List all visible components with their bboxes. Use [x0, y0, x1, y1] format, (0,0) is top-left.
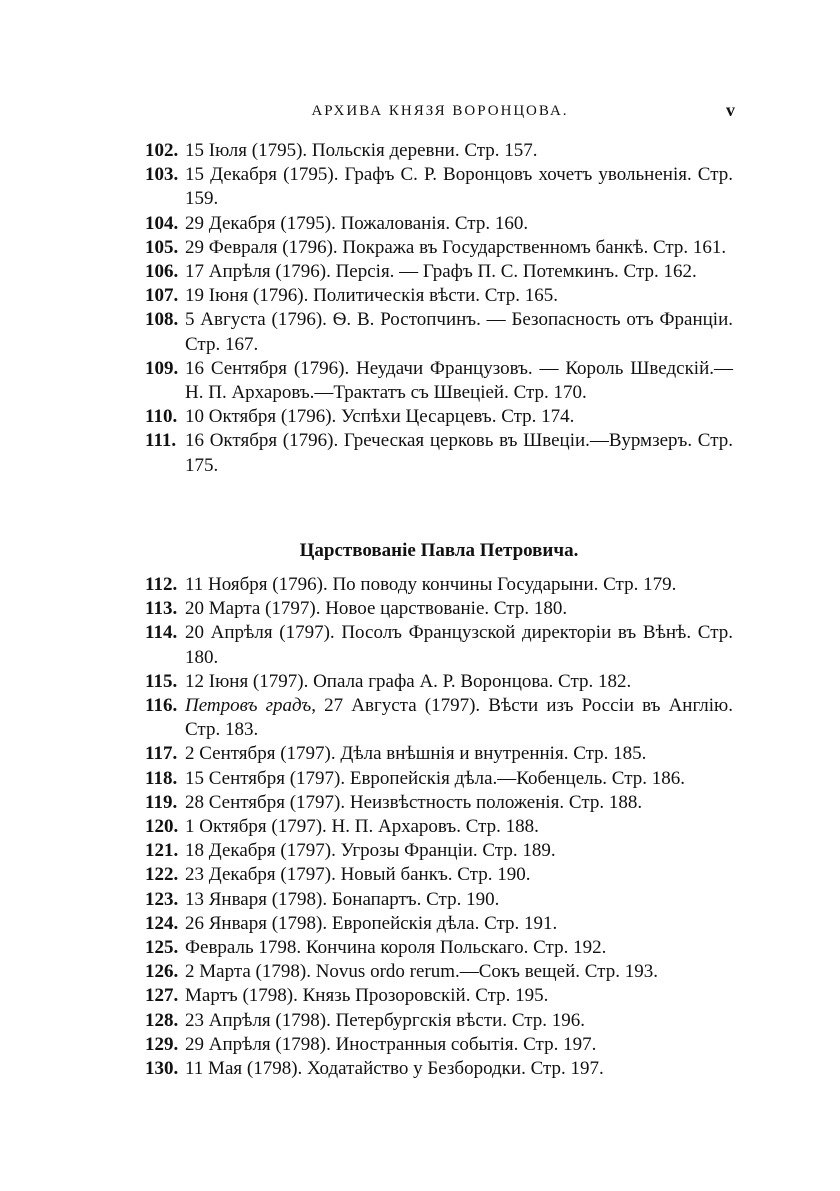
entry-number: 122.	[145, 864, 179, 886]
entry-number: 120.	[145, 816, 179, 838]
entry-number: 123.	[145, 888, 179, 910]
entry-number: 107.	[145, 285, 179, 307]
entry-text: 23 Декабря (1797). Новый банкъ. Стр. 190.	[185, 864, 531, 886]
entry-text: 18 Декабря (1797). Угрозы Франціи. Стр. 189.	[185, 840, 556, 862]
contents-entry	[145, 767, 733, 791]
contents-entry	[145, 912, 733, 936]
contents-entry	[145, 936, 733, 960]
entry-place: Петровъ градъ	[185, 695, 312, 717]
entry-text: 2 Сентября (1797). Дѣла внѣшнія и внутреннія. Стр. 185.	[185, 743, 647, 765]
entry-number: 102.	[145, 140, 179, 161]
entry-text: 15 Іюля (1795). Польскія деревни. Стр. 157.	[185, 140, 538, 161]
contents-entry	[145, 839, 733, 863]
entry-number: 106.	[145, 261, 179, 283]
contents-list-part1	[145, 139, 733, 478]
entry-text: 13 Января (1798). Бонапартъ. Стр. 190.	[185, 888, 500, 910]
entry-text: 5 Августа (1796). Ѳ. В. Ростопчинъ. — Безопасность отъ Франціи. Стр. 167.	[185, 309, 733, 355]
entry-number: 130.	[145, 1058, 179, 1080]
entry-number: 112.	[145, 574, 178, 595]
entry-text: 1 Октября (1797). Н. П. Архаровъ. Стр. 188.	[185, 816, 539, 838]
entry-number: 129.	[145, 1033, 179, 1055]
entry-text: Февраль 1798. Кончина короля Польскаго. Стр. 192.	[185, 937, 607, 959]
entry-text: 20 Апрѣля (1797). Посолъ Французской директоріи въ Вѣнѣ. Стр. 180.	[185, 622, 733, 668]
entry-text: , 27 Августа (1797). Вѣсти изъ Россіи въ Англію. Стр. 183.	[185, 695, 733, 741]
contents-entry	[145, 1057, 733, 1081]
entry-text: 11 Мая (1798). Ходатайство у Безбородки. Стр. 197.	[185, 1058, 604, 1080]
section-heading: Царствованіе Павла Петровича.	[299, 540, 579, 561]
entry-number: 125.	[145, 937, 179, 959]
entry-text: 16 Октября (1796). Греческая церковь въ Швеціи.—Вурмзеръ. Стр. 175.	[185, 430, 733, 476]
entry-number: 110.	[145, 406, 178, 428]
contents-list-part2	[145, 573, 733, 1081]
entry-number: 115.	[145, 670, 178, 692]
contents-entry	[145, 815, 733, 839]
entry-number: 121.	[145, 840, 179, 862]
contents-entry	[145, 960, 733, 984]
running-header	[145, 100, 735, 122]
page-number: v	[726, 100, 735, 120]
entry-text: 15 Декабря (1795). Графъ С. Р. Воронцовъ хочетъ увольненія. Стр. 159.	[185, 164, 733, 210]
entry-number: 117.	[145, 743, 178, 765]
entry-text: 11 Ноября (1796). По поводу кончины Государыни. Стр. 179.	[185, 574, 677, 595]
entry-text: 29 Апрѣля (1798). Иностранныя событія. Стр. 197.	[185, 1033, 597, 1055]
contents-entry	[145, 888, 733, 912]
entry-text: 23 Апрѣля (1798). Петербургскія вѣсти. Стр. 196.	[185, 1009, 586, 1031]
contents-entry	[145, 405, 733, 429]
entry-text: 16 Сентября (1796). Неудачи Французовъ. — Король Шведскій.—Н. П. Архаровъ.—Трактатъ съ Швеціей. Стр. 170.	[185, 357, 733, 404]
entry-number: 124.	[145, 912, 179, 934]
entry-text: 17 Апрѣля (1796). Персія. — Графъ П. С. Потемкинъ. Стр. 162.	[185, 261, 697, 283]
entry-text: 10 Октября (1796). Успѣхи Цесарцевъ. Стр. 174.	[185, 406, 575, 428]
contents-entry	[145, 1033, 733, 1057]
entry-number: 116.	[145, 695, 178, 717]
contents-entry	[145, 597, 733, 621]
contents-entry	[145, 694, 733, 742]
contents-entry	[145, 212, 733, 236]
contents-entry	[145, 308, 733, 356]
entry-text: 12 Іюня (1797). Опала графа А. Р. Воронцова. Стр. 182.	[185, 670, 632, 692]
contents-entry	[145, 621, 733, 669]
entry-number: 108.	[145, 309, 179, 331]
contents-entry	[145, 670, 733, 694]
contents-entry	[145, 573, 733, 597]
contents-entry	[145, 163, 733, 211]
entry-number: 103.	[145, 164, 179, 186]
contents-entry	[145, 260, 733, 284]
entry-number: 114.	[145, 622, 178, 644]
contents-entry	[145, 357, 733, 405]
entry-text: 2 Марта (1798). Novus ordo rerum.—Сокъ вещей. Стр. 193.	[185, 961, 658, 983]
entry-number: 111.	[145, 430, 177, 452]
contents-entry	[145, 429, 733, 477]
contents-entry	[145, 1009, 733, 1033]
header-title: АРХИВА КНЯЗЯ ВОРОНЦОВА.	[311, 103, 569, 119]
entry-number: 119.	[145, 791, 178, 813]
entry-number: 109.	[145, 357, 179, 379]
entry-text: 20 Марта (1797). Новое царствованіе. Стр. 180.	[185, 598, 568, 620]
entry-number: 118.	[145, 767, 178, 789]
entry-text: 29 Декабря (1795). Пожалованія. Стр. 160.	[185, 212, 529, 234]
contents-entry	[145, 284, 733, 308]
entry-text: 29 Февраля (1796). Покража въ Государственномъ банкѣ. Стр. 161.	[185, 236, 727, 258]
contents-entry	[145, 863, 733, 887]
entry-number: 128.	[145, 1009, 179, 1031]
entry-number: 104.	[145, 212, 179, 234]
contents-entry	[145, 139, 733, 163]
entry-text: 15 Сентября (1797). Европейскія дѣла.—Кобенцель. Стр. 186.	[185, 767, 685, 789]
contents-entry	[145, 742, 733, 766]
entry-number: 127.	[145, 985, 179, 1007]
entry-text: 26 Января (1798). Европейскія дѣла. Стр. 191.	[185, 912, 558, 934]
entry-text: 19 Іюня (1796). Политическія вѣсти. Стр. 165.	[185, 285, 558, 307]
contents-entry	[145, 236, 733, 260]
entry-text: Мартъ (1798). Князь Прозоровскій. Стр. 195.	[185, 985, 549, 1007]
entry-number: 126.	[145, 961, 179, 983]
contents-entry	[145, 791, 733, 815]
entry-number: 105.	[145, 236, 179, 258]
entry-number: 113.	[145, 598, 178, 620]
entry-text: 28 Сентября (1797). Неизвѣстность положенія. Стр. 188.	[185, 791, 643, 813]
contents-entry	[145, 984, 733, 1008]
